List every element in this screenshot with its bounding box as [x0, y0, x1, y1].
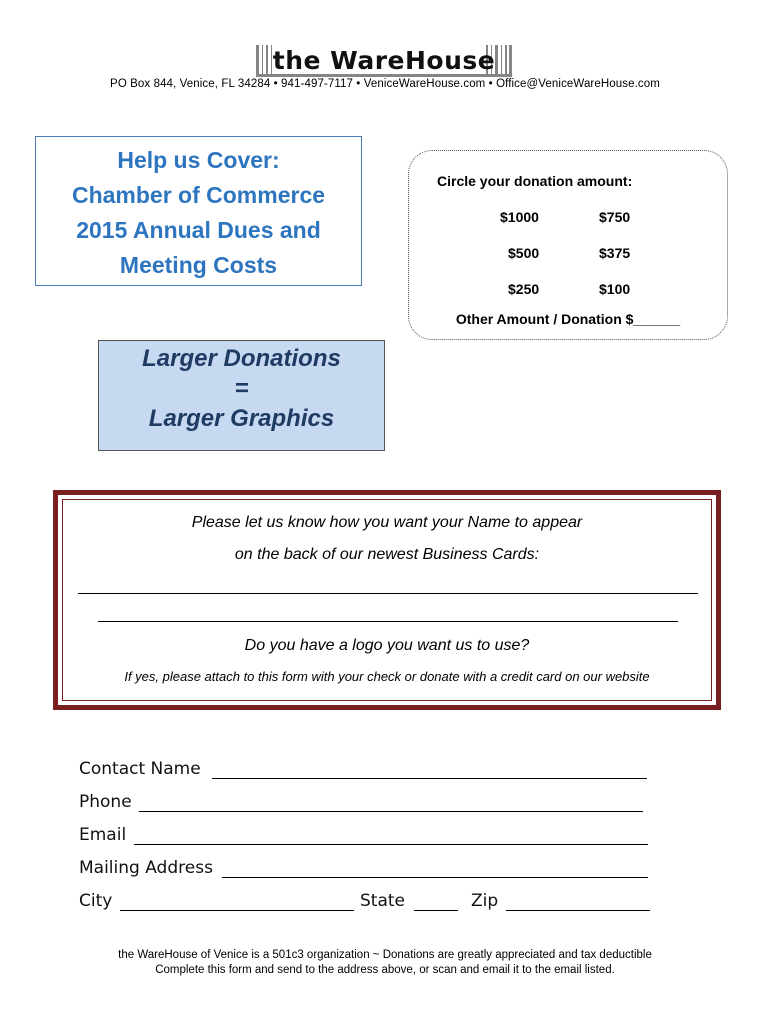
state-field[interactable]: [414, 910, 458, 911]
email-label: Email: [79, 825, 127, 845]
name-prompt-line-2: on the back of our newest Business Cards:: [234, 546, 540, 563]
name-prompt-line-1: Please let us know how you want your Name to appear: [191, 514, 583, 531]
other-amount-field[interactable]: Other Amount / Donation $______: [455, 311, 681, 327]
help-title-line: 2015 Annual Dues and: [76, 217, 321, 243]
name-entry-line-1[interactable]: [78, 593, 698, 594]
contact-name-label: Contact Name: [79, 759, 201, 779]
help-title-line: Help us Cover:: [117, 147, 280, 173]
help-cover-box: [35, 136, 362, 286]
phone-field[interactable]: [139, 811, 643, 812]
footer: [0, 948, 770, 978]
help-title-line: Chamber of Commerce: [71, 182, 326, 208]
larger-graphics-line: Larger Graphics: [148, 405, 335, 432]
state-label: State: [360, 891, 405, 911]
logo-question: Do you have a logo you want us to use?: [244, 637, 530, 654]
donation-amount-option[interactable]: $375: [599, 245, 631, 261]
logo-note: If yes, please attach to this form with your check or donate with a credit card on our website: [124, 669, 650, 684]
email-field[interactable]: [134, 844, 648, 845]
help-title-line: Meeting Costs: [119, 252, 278, 278]
equals-sign: =: [234, 375, 249, 402]
name-entry-line-2[interactable]: [98, 621, 678, 622]
warehouse-logo: [256, 45, 512, 77]
larger-donations-box: [98, 340, 385, 451]
donation-amount-option[interactable]: $1000: [500, 209, 539, 225]
help-cover-title: [36, 143, 361, 283]
city-label: City: [79, 891, 113, 911]
phone-label: Phone: [79, 792, 132, 812]
mailing-address-label: Mailing Address: [79, 858, 213, 878]
donation-amount-option[interactable]: $250: [508, 281, 540, 297]
zip-label: Zip: [471, 891, 499, 911]
donation-amount-option[interactable]: $750: [599, 209, 631, 225]
contact-info-line: PO Box 844, Venice, FL 34284 • 941-497-7117 • VeniceWareHouse.com • Office@VeniceWareHouse.com: [110, 78, 660, 90]
donation-prompt: Circle your donation amount:: [437, 173, 633, 189]
donation-amount-box: [408, 150, 728, 340]
city-field[interactable]: [120, 910, 354, 911]
mailing-address-field[interactable]: [222, 877, 648, 878]
donation-amount-option[interactable]: $100: [599, 281, 631, 297]
contact-name-field[interactable]: [212, 778, 647, 779]
larger-donations-line: Larger Donations: [142, 345, 341, 372]
footer-line-2: Complete this form and send to the address above, or scan and email it to the email listed.: [155, 964, 615, 976]
footer-line-1: the WareHouse of Venice is a 501c3 organization ~ Donations are greatly appreciated and tax deductible: [118, 949, 652, 961]
zip-field[interactable]: [506, 910, 650, 911]
logo-text: the WareHouse: [272, 46, 496, 75]
donation-amount-option[interactable]: $500: [508, 245, 540, 261]
business-card-name-frame: [53, 490, 721, 710]
